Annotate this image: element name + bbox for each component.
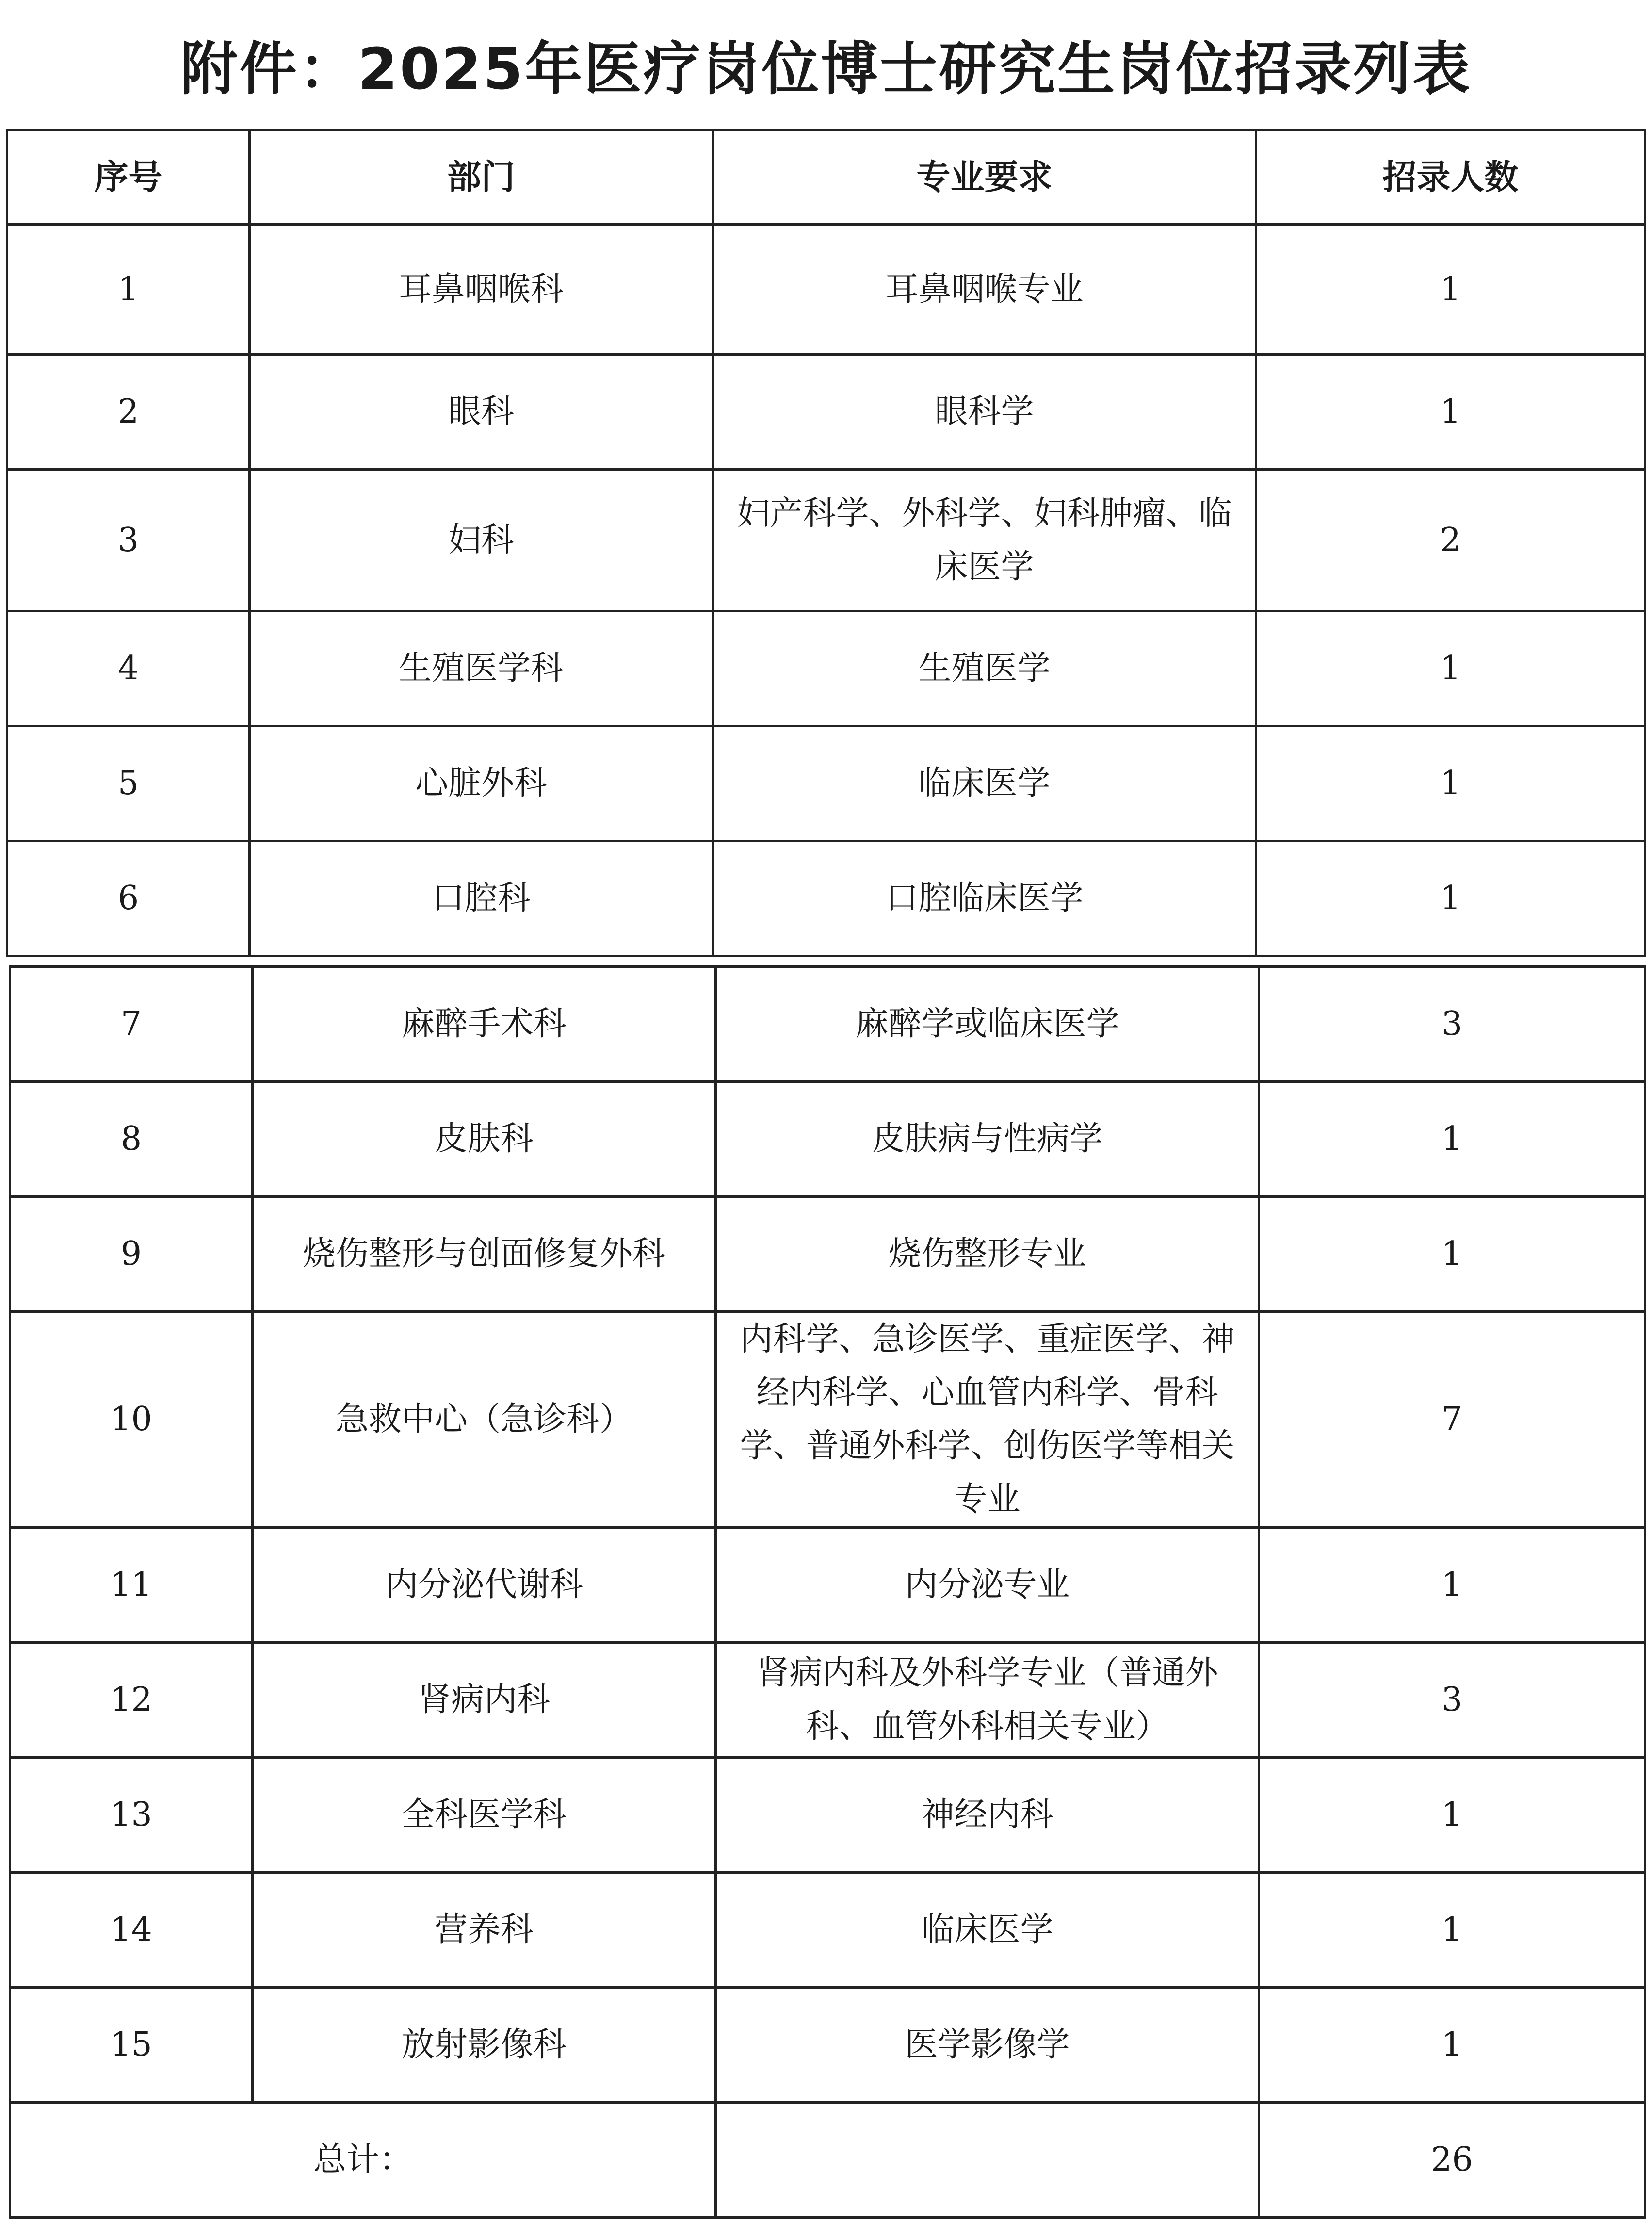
cell-major-requirement: 眼科学 [713, 355, 1256, 470]
header-recruit-count: 招录人数 [1256, 130, 1645, 225]
cell-serial-number: 12 [10, 1643, 253, 1758]
cell-recruit-count: 1 [1259, 1758, 1645, 1873]
cell-major-requirement: 麻醉学或临床医学 [716, 967, 1259, 1082]
cell-recruit-count: 3 [1259, 1643, 1645, 1758]
cell-major-requirement: 口腔临床医学 [713, 841, 1256, 956]
cell-serial-number: 4 [7, 611, 250, 726]
table-row [10, 1312, 1645, 1528]
total-label: 总计： [10, 2103, 716, 2218]
cell-serial-number: 5 [7, 726, 250, 841]
table-row [7, 726, 1645, 841]
cell-major-requirement: 烧伤整形专业 [716, 1197, 1259, 1312]
cell-serial-number: 15 [10, 1988, 253, 2103]
cell-recruit-count: 1 [1259, 1082, 1645, 1197]
cell-serial-number: 2 [7, 355, 250, 470]
table-row [7, 355, 1645, 470]
cell-recruit-count: 1 [1259, 1528, 1645, 1643]
cell-department: 营养科 [253, 1873, 716, 1988]
total-major-requirement [716, 2103, 1259, 2218]
cell-department: 烧伤整形与创面修复外科 [253, 1197, 716, 1312]
cell-recruit-count: 1 [1259, 1197, 1645, 1312]
cell-department: 放射影像科 [253, 1988, 716, 2103]
table-row [7, 225, 1645, 355]
table-header-row [7, 130, 1645, 225]
table-row [7, 470, 1645, 611]
table-row [10, 1082, 1645, 1197]
cell-department: 眼科 [250, 355, 713, 470]
cell-department: 心脏外科 [250, 726, 713, 841]
cell-major-requirement: 临床医学 [716, 1873, 1259, 1988]
cell-department: 妇科 [250, 470, 713, 611]
header-department: 部门 [250, 130, 713, 225]
table-row [10, 1643, 1645, 1758]
cell-recruit-count: 1 [1259, 1988, 1645, 2103]
cell-recruit-count: 7 [1259, 1312, 1645, 1528]
cell-department: 全科医学科 [253, 1758, 716, 1873]
cell-serial-number: 10 [10, 1312, 253, 1528]
cell-recruit-count: 1 [1256, 841, 1645, 956]
table-row [10, 1988, 1645, 2103]
cell-major-requirement: 耳鼻咽喉专业 [713, 225, 1256, 355]
cell-major-requirement: 内科学、急诊医学、重症医学、神经内科学、心血管内科学、骨科学、普通外科学、创伤医学等相关专业 [716, 1312, 1259, 1528]
cell-recruit-count: 3 [1259, 967, 1645, 1082]
cell-department: 耳鼻咽喉科 [250, 225, 713, 355]
cell-serial-number: 13 [10, 1758, 253, 1873]
table-row [10, 1758, 1645, 1873]
table-total-row [10, 2103, 1645, 2218]
cell-serial-number: 6 [7, 841, 250, 956]
cell-major-requirement: 内分泌专业 [716, 1528, 1259, 1643]
table-row [7, 611, 1645, 726]
cell-major-requirement: 神经内科 [716, 1758, 1259, 1873]
cell-serial-number: 3 [7, 470, 250, 611]
cell-major-requirement: 肾病内科及外科学专业（普通外科、血管外科相关专业） [716, 1643, 1259, 1758]
header-major-requirement: 专业要求 [713, 130, 1256, 225]
cell-major-requirement: 医学影像学 [716, 1988, 1259, 2103]
cell-serial-number: 14 [10, 1873, 253, 1988]
cell-department: 皮肤科 [253, 1082, 716, 1197]
table-row [7, 841, 1645, 956]
cell-department: 内分泌代谢科 [253, 1528, 716, 1643]
table-row [10, 1528, 1645, 1643]
cell-serial-number: 11 [10, 1528, 253, 1643]
cell-major-requirement: 生殖医学 [713, 611, 1256, 726]
table-row [10, 1873, 1645, 1988]
cell-serial-number: 7 [10, 967, 253, 1082]
cell-serial-number: 8 [10, 1082, 253, 1197]
cell-department: 肾病内科 [253, 1643, 716, 1758]
cell-recruit-count: 1 [1256, 355, 1645, 470]
cell-major-requirement: 皮肤病与性病学 [716, 1082, 1259, 1197]
recruitment-table-part-2 [9, 965, 1646, 2219]
cell-major-requirement: 妇产科学、外科学、妇科肿瘤、临床医学 [713, 470, 1256, 611]
cell-serial-number: 1 [7, 225, 250, 355]
cell-department: 急救中心（急诊科） [253, 1312, 716, 1528]
cell-recruit-count: 2 [1256, 470, 1645, 611]
cell-recruit-count: 1 [1256, 225, 1645, 355]
cell-recruit-count: 1 [1259, 1873, 1645, 1988]
table-row [10, 1197, 1645, 1312]
cell-department: 麻醉手术科 [253, 967, 716, 1082]
cell-department: 生殖医学科 [250, 611, 713, 726]
document-title: 附件：2025年医疗岗位博士研究生岗位招录列表 [180, 35, 1472, 102]
cell-department: 口腔科 [250, 841, 713, 956]
recruitment-table-part-1 [6, 129, 1646, 957]
total-recruit-count: 26 [1259, 2103, 1645, 2218]
cell-recruit-count: 1 [1256, 611, 1645, 726]
cell-major-requirement: 临床医学 [713, 726, 1256, 841]
cell-serial-number: 9 [10, 1197, 253, 1312]
cell-recruit-count: 1 [1256, 726, 1645, 841]
table-row [10, 967, 1645, 1082]
header-serial-number: 序号 [7, 130, 250, 225]
